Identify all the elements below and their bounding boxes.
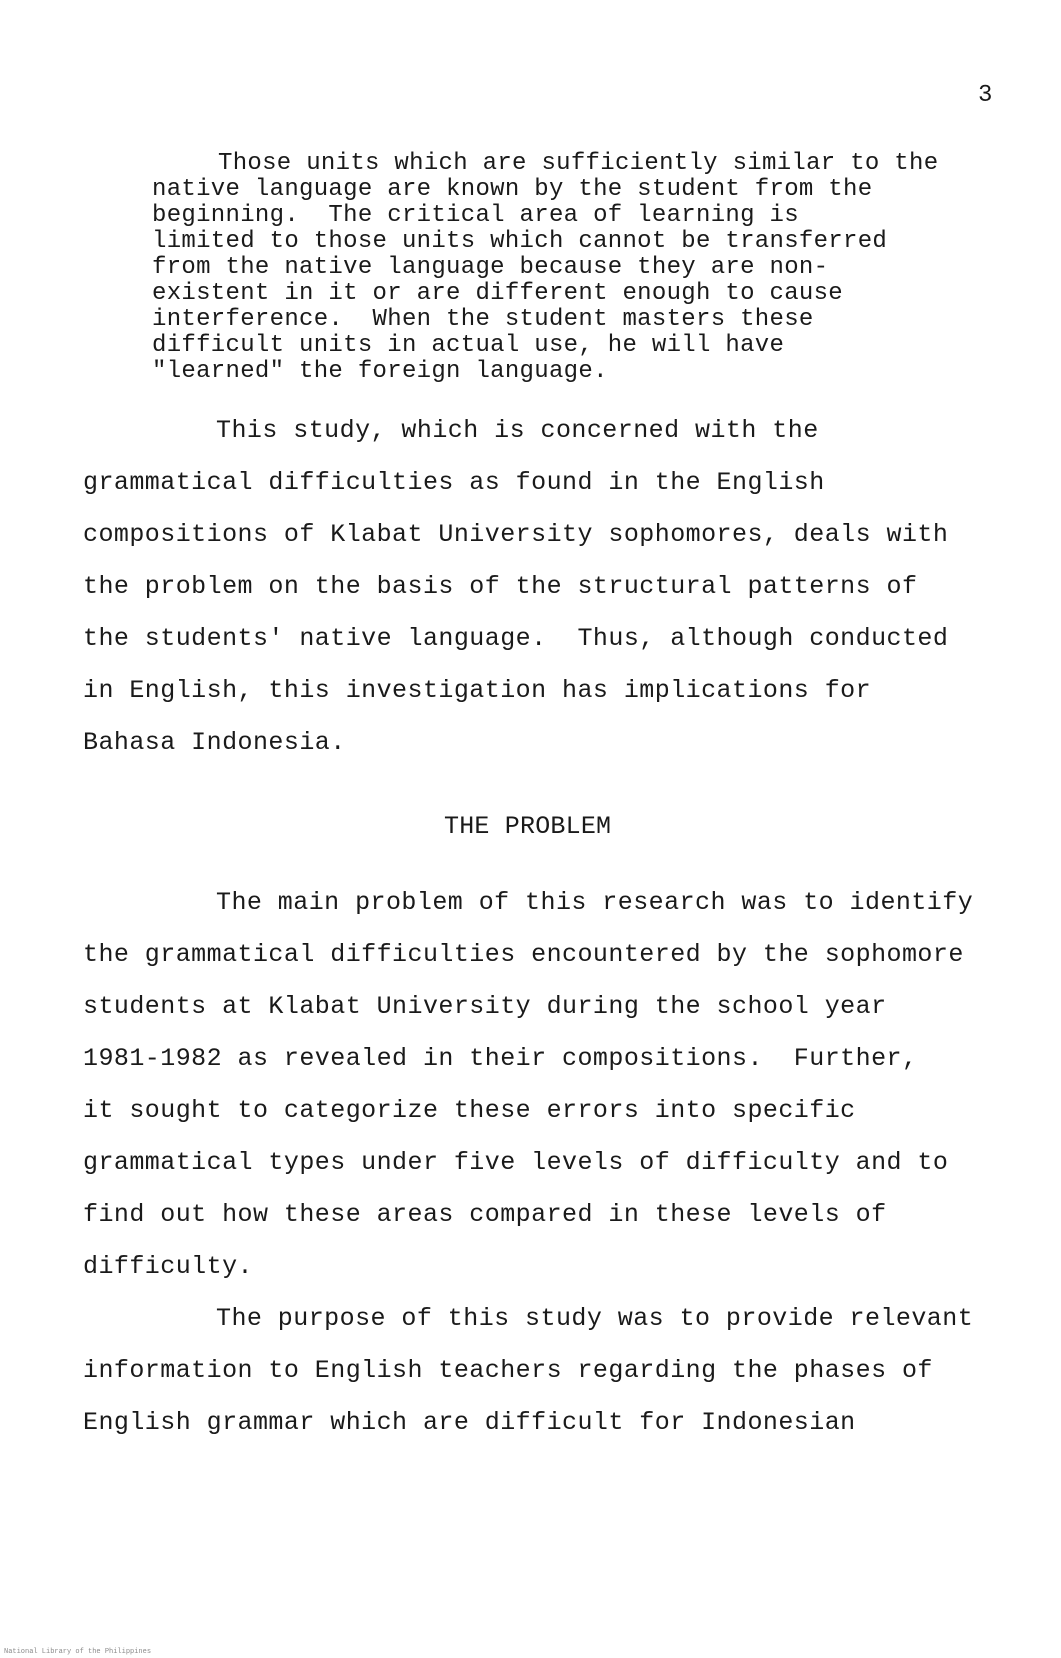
paragraph-line: find out how these areas compared in these levels of	[83, 1200, 887, 1229]
section-heading: THE PROBLEM	[444, 812, 612, 841]
paragraph-line: English grammar which are difficult for Indonesian	[83, 1408, 856, 1437]
paragraph-line: grammatical types under five levels of difficulty and to	[83, 1148, 949, 1177]
quote-line: difficult units in actual use, he will have	[152, 332, 785, 359]
quote-line: interference. When the student masters these	[152, 306, 814, 333]
paragraph-line: 1981-1982 as revealed in their compositions. Further,	[83, 1044, 918, 1073]
quote-line: existent in it or are different enough to cause	[152, 280, 844, 307]
page-number: 3	[978, 82, 993, 109]
quote-line: native language are known by the student from the	[152, 176, 873, 203]
paragraph-line: The main problem of this research was to identify	[216, 888, 974, 917]
paragraph-line: in English, this investigation has implications for	[83, 676, 872, 705]
paragraph-line: the grammatical difficulties encountered by the sophomore	[83, 940, 964, 969]
paragraph-line: compositions of Klabat University sophomores, deals with	[83, 520, 949, 549]
paragraph-line: it sought to categorize these errors into specific	[83, 1096, 856, 1125]
paragraph-line: the problem on the basis of the structural patterns of	[83, 572, 918, 601]
paragraph-line: The purpose of this study was to provide relevant	[216, 1304, 974, 1333]
paragraph-line: This study, which is concerned with the	[216, 416, 819, 445]
paragraph-line: grammatical difficulties as found in the English	[83, 468, 825, 497]
quote-line: beginning. The critical area of learning is	[152, 202, 799, 229]
paragraph-line: the students' native language. Thus, although conducted	[83, 624, 949, 653]
paragraph-line: information to English teachers regarding the phases of	[83, 1356, 933, 1385]
paragraph-line: students at Klabat University during the school year	[83, 992, 887, 1021]
paragraph-line: Bahasa Indonesia.	[83, 728, 346, 757]
footer-watermark: National Library of the Philippines	[4, 1648, 152, 1656]
quote-line: limited to those units which cannot be transferred	[152, 228, 888, 255]
quote-line: Those units which are sufficiently similar to the	[218, 150, 939, 177]
quote-line: "learned" the foreign language.	[152, 358, 608, 385]
paragraph-line: difficulty.	[83, 1252, 253, 1281]
quote-line: from the native language because they are non-	[152, 254, 829, 281]
